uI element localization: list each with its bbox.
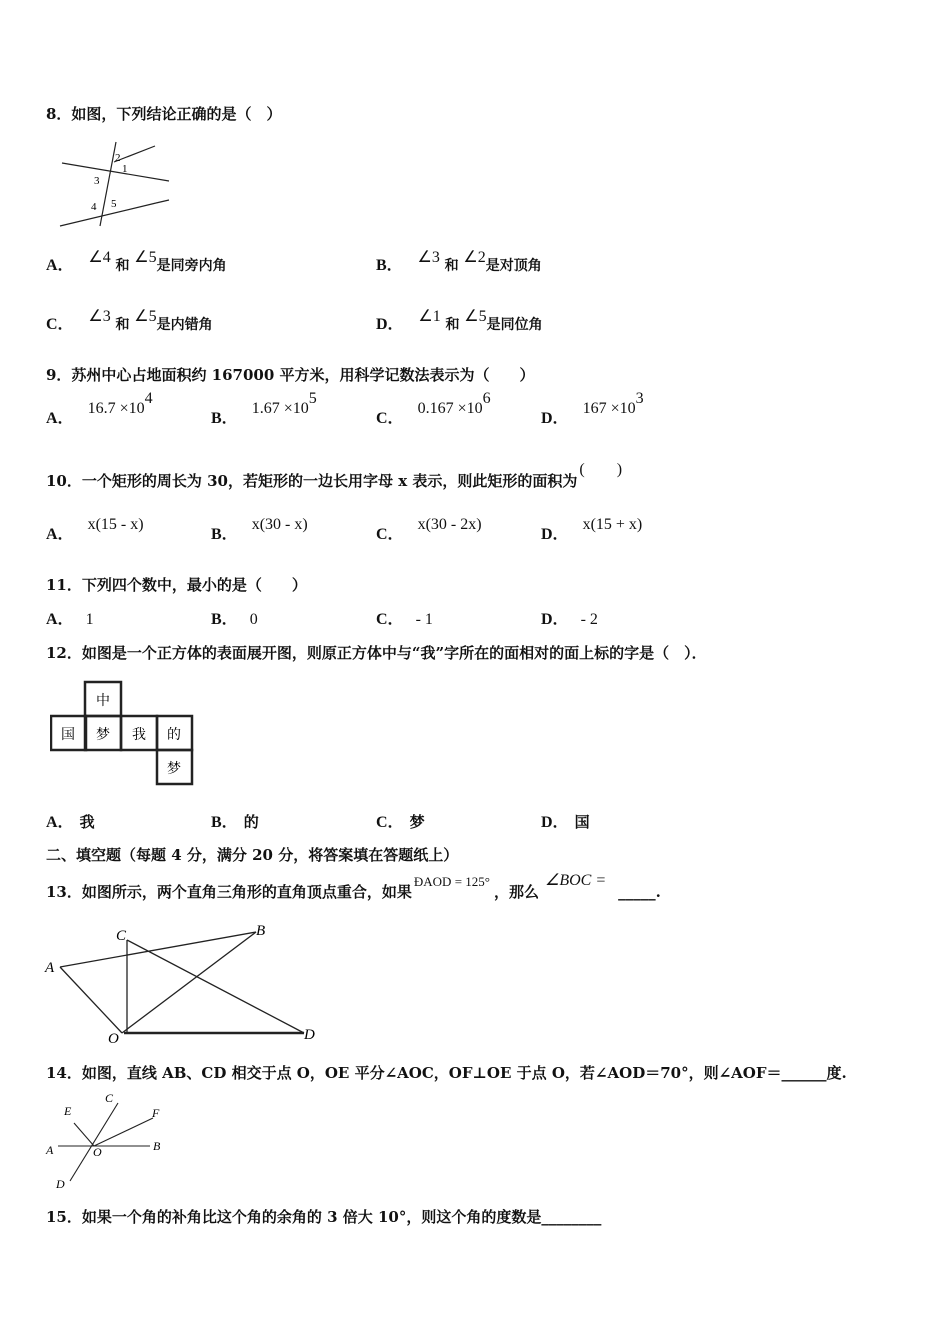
angle-b: ∠5 (134, 249, 157, 266)
angle-a: ∠3 (88, 308, 111, 325)
option-value: 梦 (409, 813, 425, 831)
net-face-meng-2: 梦 (167, 762, 181, 777)
angle-b: ∠5 (464, 308, 487, 325)
q11-option-c[interactable] (376, 606, 433, 629)
option-expression: x(30 - x) (251, 516, 308, 533)
q8-figure (52, 140, 177, 232)
option-key: D． (541, 611, 569, 628)
conjunction: 和 (115, 258, 130, 274)
option-key: C． (376, 410, 404, 427)
option-exponent: 6 (482, 390, 491, 407)
option-exponent: 5 (308, 390, 317, 407)
q12-option-b[interactable] (211, 809, 259, 832)
net-face-guo: 国 (61, 728, 75, 743)
option-key: A． (46, 526, 74, 543)
q8-option-b[interactable] (376, 249, 542, 275)
q12-option-c[interactable] (376, 809, 425, 832)
q13-label-o: O (108, 1031, 119, 1046)
option-text: 是同旁内角 (156, 258, 227, 274)
option-key: A． (46, 257, 74, 274)
q9-stem: 9．苏州中心占地面积约 167000 平方米，用科学记数法表示为（ ） (46, 366, 535, 384)
q13-stem-b: ，那么 (493, 883, 539, 901)
q13-stem (46, 872, 661, 902)
q15-stem: 15．如果一个角的补角比这个角的余角的 3 倍大 10°，则这个角的度数是________ (46, 1208, 602, 1226)
q9-option-c[interactable] (376, 390, 491, 428)
q9-option-d[interactable] (541, 390, 644, 428)
option-value: - 2 (580, 611, 598, 628)
q9-option-b[interactable] (211, 390, 317, 428)
angle-b: ∠2 (463, 249, 486, 266)
q8-label-1: 1 (122, 163, 128, 175)
option-value: 国 (574, 813, 590, 831)
q8-label-4: 4 (91, 201, 97, 213)
option-value: 我 (79, 813, 95, 831)
option-key: D． (541, 410, 569, 427)
q13-end: . (655, 883, 661, 901)
q12-option-d[interactable] (541, 809, 590, 832)
angle-b: ∠5 (134, 308, 157, 325)
option-key: D． (541, 814, 569, 831)
q13-label-a: A (45, 960, 55, 976)
q8-stem: 8．如图，下列结论正确的是（ ） (46, 105, 282, 123)
option-text: 是同位角 (486, 317, 543, 333)
q14-stem: 14．如图，直线 AB、CD 相交于点 O，OE 平分∠AOC，OF⊥OE 于点 O，若∠AOD＝70°，则∠AOF＝______度. (46, 1064, 847, 1082)
q8-option-a[interactable] (46, 249, 227, 275)
q14-label-c: C (105, 1091, 114, 1105)
option-base: 16.7 ×10 (87, 400, 145, 417)
q13-figure (44, 920, 324, 1046)
q13-condition: ÐAOD = 125° (413, 874, 490, 889)
answer-paren: ( ) (579, 461, 623, 478)
q10-option-c[interactable] (376, 516, 482, 544)
option-key: D． (541, 526, 569, 543)
q8-label-2: 2 (115, 152, 121, 164)
section-2-heading: 二、填空题（每题 4 分，满分 20 分，将答案填在答题纸上） (46, 846, 459, 864)
angle-a: ∠3 (417, 249, 440, 266)
q14-label-b: B (153, 1139, 161, 1153)
option-exponent: 4 (144, 390, 153, 407)
q12-cube-net (50, 680, 200, 790)
option-key: B． (211, 526, 238, 543)
q14-label-a: A (46, 1143, 54, 1157)
q10-option-a[interactable] (46, 516, 144, 544)
option-base: 1.67 ×10 (251, 400, 309, 417)
q11-option-a[interactable] (46, 606, 94, 629)
q8-option-d[interactable] (376, 308, 543, 334)
option-key: B． (211, 410, 238, 427)
option-base: 0.167 ×10 (417, 400, 483, 417)
q11-option-d[interactable] (541, 606, 598, 629)
option-exponent: 3 (635, 390, 644, 407)
q13-label-b: B (256, 923, 266, 939)
option-key: A． (46, 611, 74, 628)
option-expression: x(15 - x) (87, 516, 144, 533)
option-value: - 1 (415, 611, 433, 628)
option-key: C． (376, 611, 404, 628)
conjunction: 和 (444, 258, 459, 274)
option-key: C． (376, 814, 404, 831)
net-face-wo: 我 (132, 728, 146, 743)
q8-label-5: 5 (111, 198, 117, 210)
net-face-meng: 梦 (96, 728, 110, 743)
q14-label-e: E (64, 1104, 72, 1118)
q10-stem (46, 461, 623, 491)
q12-option-a[interactable] (46, 809, 95, 832)
q8-label-3: 3 (94, 175, 100, 187)
q9-option-a[interactable] (46, 390, 153, 428)
option-text: 是内错角 (156, 317, 213, 333)
q13-stem-a: 13．如图所示，两个直角三角形的直角顶点重合，如果 (46, 883, 412, 901)
q10-option-d[interactable] (541, 516, 643, 544)
net-face-de: 的 (167, 728, 181, 743)
q13-ask: ∠BOC = (545, 872, 607, 889)
q12-stem: 12．如图是一个正方体的表面展开图，则原正方体中与“我”字所在的面相对的面上标的字是（ ）． (46, 644, 707, 662)
q14-label-f: F (152, 1106, 160, 1120)
option-key: C． (46, 316, 74, 333)
option-key: A． (46, 410, 74, 427)
q11-stem: 11．下列四个数中，最小的是（ ） (46, 576, 307, 594)
q10-option-b[interactable] (211, 516, 308, 544)
option-base: 167 ×10 (582, 400, 636, 417)
angle-a: ∠1 (418, 308, 441, 325)
option-key: B． (211, 611, 238, 628)
option-value: 的 (243, 813, 259, 831)
net-face-zhong: 中 (96, 694, 110, 709)
q8-option-c[interactable] (46, 308, 213, 334)
q13-answer-blank[interactable]: _____ (618, 883, 656, 901)
option-key: B． (211, 814, 238, 831)
option-text: 是对顶角 (485, 258, 542, 274)
option-expression: x(15 + x) (582, 516, 643, 533)
q10-stem-text: 10．一个矩形的周长为 30，若矩形的一边长用字母 x 表示，则此矩形的面积为 (46, 472, 578, 490)
q11-option-b[interactable] (211, 606, 258, 629)
q14-figure (42, 1088, 182, 1193)
option-key: C． (376, 526, 404, 543)
option-key: A． (46, 814, 74, 831)
angle-a: ∠4 (88, 249, 111, 266)
conjunction: 和 (115, 317, 130, 333)
option-value: 1 (85, 611, 94, 628)
option-key: B． (376, 257, 403, 274)
q13-label-d: D (304, 1027, 315, 1043)
q14-label-d: D (56, 1177, 65, 1191)
option-key: D． (376, 316, 404, 333)
option-expression: x(30 - 2x) (417, 516, 482, 533)
q14-label-o: O (93, 1145, 102, 1159)
q13-label-c: C (116, 928, 127, 944)
conjunction: 和 (445, 317, 460, 333)
option-value: 0 (249, 611, 258, 628)
